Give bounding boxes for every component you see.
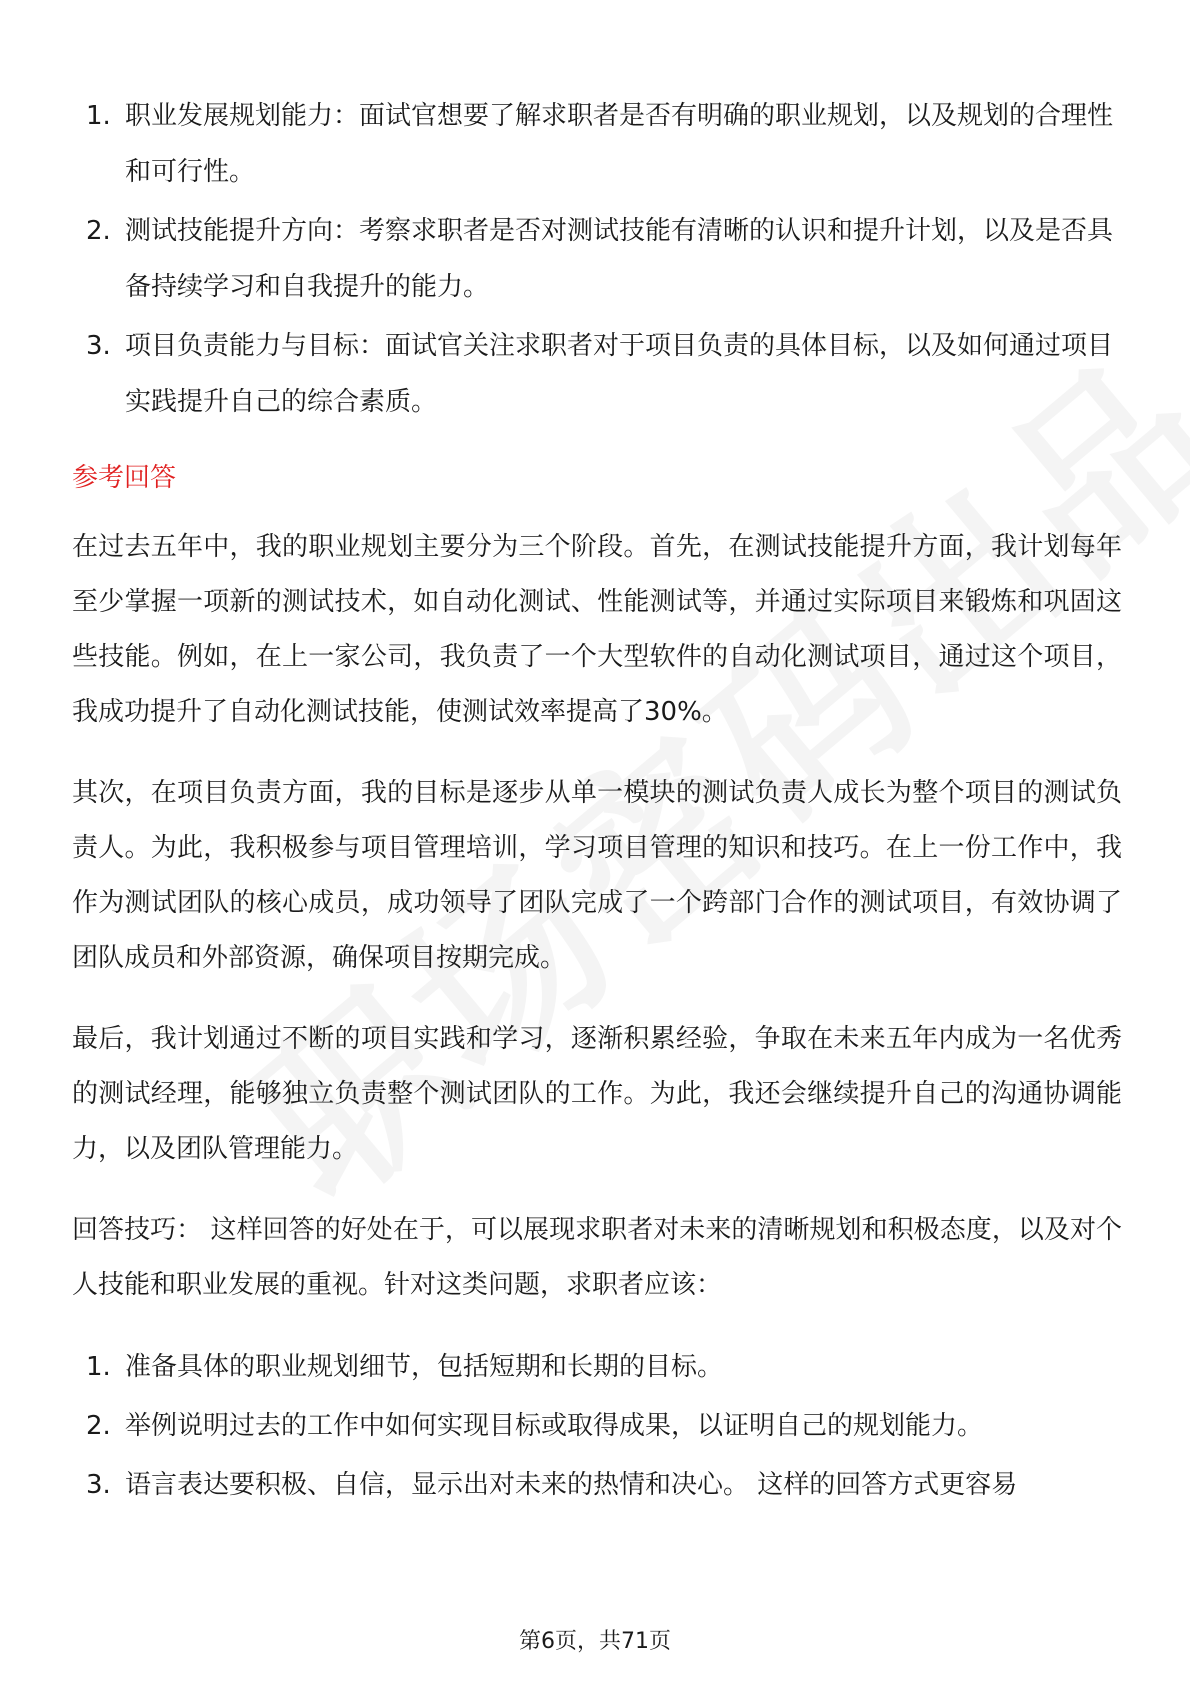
list-item-text: 项目负责能力与目标：面试官关注求职者对于项目负责的具体目标，以及如何通过项目实践提升自己的综合素质。 [125, 331, 1114, 417]
list-item-text: 准备具体的职业规划细节，包括短期和长期的目标。 [125, 1352, 724, 1382]
answer-paragraph-1: 在过去五年中，我的职业规划主要分为三个阶段。首先，在测试技能提升方面，我计划每年至少掌握一项新的测试技术，如自动化测试、性能测试等，并通过实际项目来锻炼和巩固这些技能。例如，在上一家公司，我负责了一个大型软件的自动化测试项目，通过这个项目，我成功提升了自动化测试技能，使测试效率提高了30%。 [72, 532, 1122, 727]
list-item-number: 2. [86, 216, 111, 246]
list-item-text: 举例说明过去的工作中如何实现目标或取得成果，以证明自己的规划能力。 [125, 1411, 984, 1441]
list-item-number: 1. [86, 101, 111, 131]
page-content [72, 88, 1122, 1516]
list-item-number: 2. [86, 1411, 111, 1441]
list-item-number: 3. [86, 1470, 111, 1500]
list-item [72, 1339, 1122, 1395]
tips-paragraph: 回答技巧： 这样回答的好处在于，可以展现求职者对未来的清晰规划和积极态度，以及对个人技能和职业发展的重视。针对这类问题，求职者应该： [72, 1215, 1122, 1300]
section-heading: 参考回答 [72, 463, 177, 493]
list-item-text: 语言表达要积极、自信，显示出对未来的热情和决心。 这样的回答方式更容易 [125, 1470, 1018, 1500]
answer-paragraph-2: 其次，在项目负责方面，我的目标是逐步从单一模块的测试负责人成长为整个项目的测试负责人。为此，我积极参与项目管理培训，学习项目管理的知识和技巧。在上一份工作中，我作为测试团队的核心成员，成功领导了团队完成了一个跨部门合作的测试项目，有效协调了团队成员和外部资源，确保项目按期完成。 [72, 778, 1122, 973]
list-item-number: 3. [86, 331, 111, 361]
list-item-text: 职业发展规划能力：面试官想要了解求职者是否有明确的职业规划，以及规划的合理性和可行性。 [125, 101, 1114, 187]
tips-list [72, 1339, 1122, 1513]
intro-list [72, 88, 1122, 430]
list-item [72, 318, 1122, 430]
list-item [72, 1457, 1122, 1513]
list-item [72, 1398, 1122, 1454]
list-item-text: 测试技能提升方向：考察求职者是否对测试技能有清晰的认识和提升计划，以及是否具备持续学习和自我提升的能力。 [125, 216, 1114, 302]
answer-paragraph-3: 最后，我计划通过不断的项目实践和学习，逐渐积累经验，争取在未来五年内成为一名优秀的测试经理，能够独立负责整个测试团队的工作。为此，我还会继续提升自己的沟通协调能力，以及团队管理能力。 [72, 1024, 1122, 1164]
list-item [72, 203, 1122, 315]
list-item [72, 88, 1122, 200]
page-footer: 第6页，共71页 [519, 1629, 671, 1654]
list-item-number: 1. [86, 1352, 111, 1382]
